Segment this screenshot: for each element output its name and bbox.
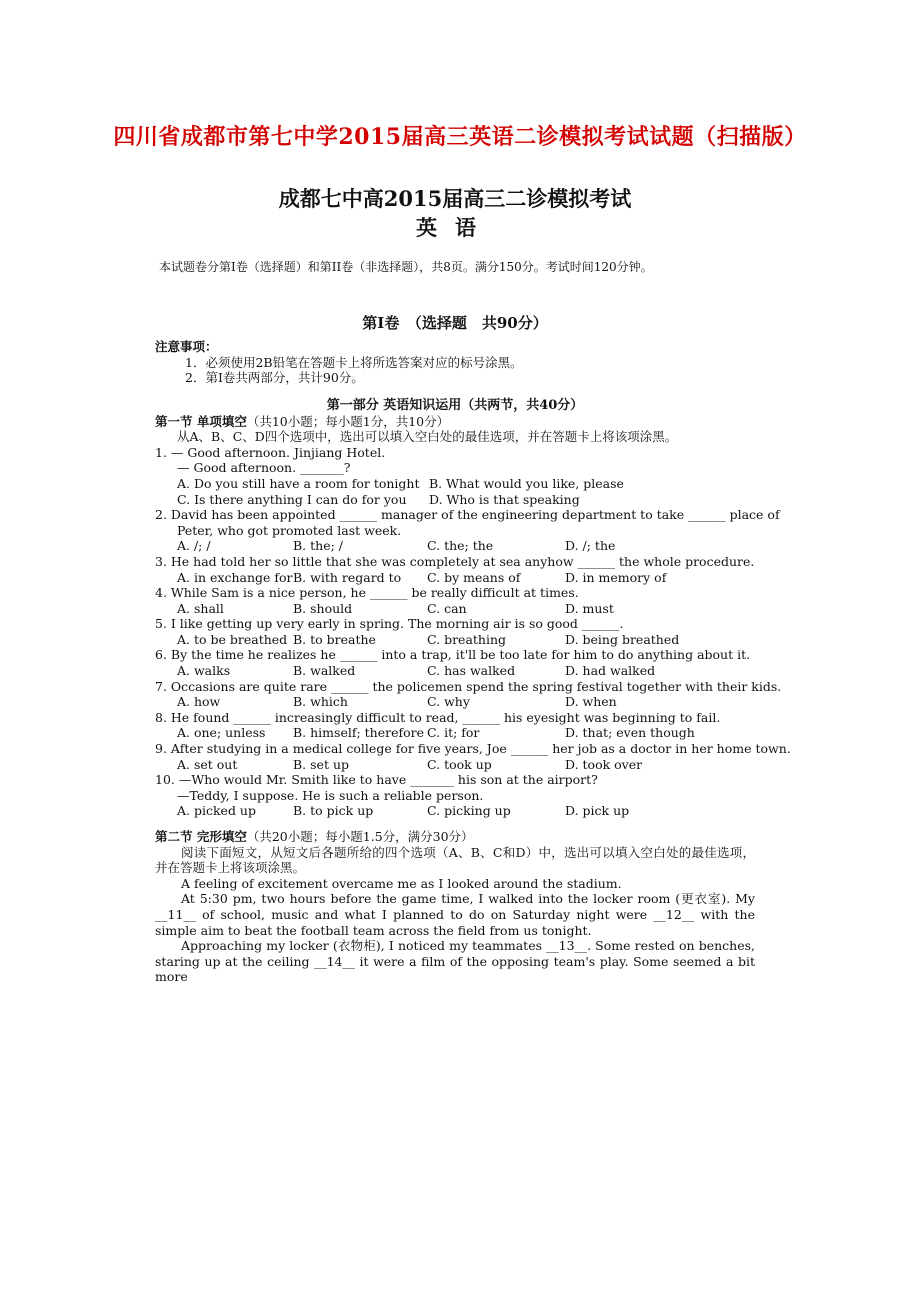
option: D. took over	[565, 756, 643, 772]
option: A. in exchange for	[177, 569, 293, 585]
option-row	[155, 757, 755, 773]
question-stem: 10. —Who would Mr. Smith like to have _______ his son at the airport?	[155, 772, 598, 788]
question-3	[155, 554, 755, 585]
page-heading: 四川省成都市第七中学2015届高三英语二诊模拟考试试题（扫描版）	[113, 124, 807, 150]
option: A. set out	[177, 756, 238, 772]
notes-heading: 注意事项：	[155, 339, 218, 355]
option: D. in memory of	[565, 569, 667, 585]
option: B. should	[293, 600, 353, 616]
section-title	[155, 414, 755, 430]
question-stem: 8. He found ______ increasingly difficult to read, ______ his eyesight was beginning to fail.	[155, 709, 721, 725]
question-stem: —Teddy, I suppose. He is such a reliable person.	[177, 787, 484, 803]
option: D. being breathed	[565, 631, 680, 647]
note-item: 2．第I卷共两部分，共计90分。	[185, 370, 364, 386]
option: C. picking up	[427, 803, 511, 819]
question-stem: 1. — Good afternoon. Jinjiang Hotel.	[155, 444, 386, 460]
option: D. Who is that speaking	[429, 491, 580, 507]
exam-subject: 英语	[416, 215, 494, 240]
option: B. to pick up	[293, 803, 374, 819]
option: C. has walked	[427, 663, 516, 679]
passage-paragraph: At 5:30 pm, two hours before the game time, I walked into the locker room (更衣室). My __11__ of school, music and what I planned to do on Saturday night were __12__ with the simple aim to beat the football team across the field from us tonight.	[155, 891, 755, 938]
question-stem: 6. By the time he realizes he ______ into a trap, it'll be too late for him to do anything about it.	[155, 647, 751, 663]
question-stem: Peter, who got promoted last week.	[177, 522, 402, 538]
option: C. why	[427, 694, 470, 710]
question-6	[155, 647, 755, 678]
note-item: 1．必须使用2B铅笔在答题卡上将所选答案对应的标号涂黑。	[185, 354, 523, 370]
question-10	[155, 772, 755, 819]
section-instruction: 阅读下面短文，从短文后各题所给的四个选项（A、B、C和D）中，选出可以填入空白处的最佳选项，并在答题卡上将该项涂黑。	[155, 844, 755, 876]
option: A. how	[177, 694, 221, 710]
option-row	[155, 632, 755, 648]
option: B. himself; therefore	[293, 725, 425, 741]
option: A. to be breathed	[177, 631, 288, 647]
option: D. must	[565, 600, 614, 616]
section-title-text: 第二节 完形填空	[155, 829, 247, 844]
question-5	[155, 616, 755, 647]
option: B. to breathe	[293, 631, 376, 647]
question-stem: — Good afternoon. _______?	[177, 460, 351, 476]
option-row	[155, 663, 755, 679]
option: C. by means of	[427, 569, 521, 585]
option: B. the; /	[293, 538, 343, 554]
option: A. /; /	[177, 538, 211, 554]
option: B. which	[293, 694, 348, 710]
question-7	[155, 678, 782, 710]
question-2	[155, 507, 780, 554]
option: D. had walked	[565, 663, 656, 679]
option: C. breathing	[427, 631, 507, 647]
option: C. can	[427, 600, 467, 616]
option: D. pick up	[565, 803, 630, 819]
option: B. walked	[293, 663, 356, 679]
section-title-text: 第一节 单项填空	[155, 413, 247, 429]
option: A. walks	[177, 663, 231, 679]
question-stem: 5. I like getting up very early in spring. The morning air is so good ______.	[155, 616, 624, 632]
question-stem: 7. Occasions are quite rare ______ the policemen spend the spring festival together with their kids.	[155, 678, 782, 694]
question-stem: 3. He had told her so little that she was completely at sea anyhow ______ the whole procedure.	[155, 553, 755, 569]
option: A. shall	[177, 600, 224, 616]
question-stem: 2. David has been appointed ______ manager of the engineering department to take ______ place of	[155, 507, 780, 523]
option-row	[155, 476, 755, 492]
option-row	[155, 570, 755, 586]
question-1	[155, 445, 755, 507]
question-9	[155, 741, 791, 772]
passage-paragraph: A feeling of excitement overcame me as I looked around the stadium.	[181, 875, 622, 891]
scanned-exam-paper	[155, 186, 791, 985]
option-row	[155, 694, 755, 710]
option: B. What would you like, please	[429, 475, 624, 491]
option: C. it; for	[427, 725, 480, 741]
option-row	[155, 803, 755, 819]
option-row	[155, 538, 755, 554]
option: A. Do you still have a room for tonight	[177, 475, 420, 491]
option: C. took up	[427, 756, 492, 772]
section-meta: （共20小题；每小题1.5分，满分30分）	[246, 829, 474, 844]
option: D. when	[565, 694, 617, 710]
volume-title: 第I卷 （选择题 共90分）	[362, 313, 548, 332]
option: C. the; the	[427, 538, 494, 554]
question-stem: 4. While Sam is a nice person, he ______ be really difficult at times.	[155, 585, 579, 601]
question-list	[155, 444, 791, 819]
question-4	[155, 585, 755, 616]
option: C. Is there anything I can do for you	[177, 491, 407, 507]
section-instruction: 从A、B、C、D四个选项中，选出可以填入空白处的最佳选项，并在答题卡上将该项涂黑。	[177, 429, 678, 445]
option: D. /; the	[565, 538, 616, 554]
passage-paragraph: Approaching my locker (衣物柜), I noticed my teammates __13__. Some rested on benches, staring up at the ceiling __14__ it were a film of the opposing team's play. Some seemed a bit more	[155, 938, 755, 985]
option-row	[155, 601, 755, 617]
option-row	[155, 492, 755, 508]
question-stem: 9. After studying in a medical college for five years, Joe ______ her job as a doctor in her home town.	[155, 741, 791, 757]
question-8	[155, 710, 755, 741]
option: B. set up	[293, 756, 349, 772]
option: A. picked up	[177, 803, 256, 819]
section-meta: （共10小题；每小题1分，共10分）	[246, 413, 450, 429]
exam-title: 成都七中高2015届高三二诊模拟考试	[278, 186, 632, 211]
exam-info: 本试题卷分第I卷（选择题）和第II卷（非选择题），共8页。满分150分。考试时间120分钟。	[159, 260, 653, 274]
option: A. one; unless	[177, 725, 266, 741]
option: B. with regard to	[293, 569, 402, 585]
option-row	[155, 725, 755, 741]
section-title	[155, 829, 755, 845]
option: D. that; even though	[565, 725, 695, 741]
part-title: 第一部分 英语知识运用（共两节，共40分）	[326, 397, 584, 413]
